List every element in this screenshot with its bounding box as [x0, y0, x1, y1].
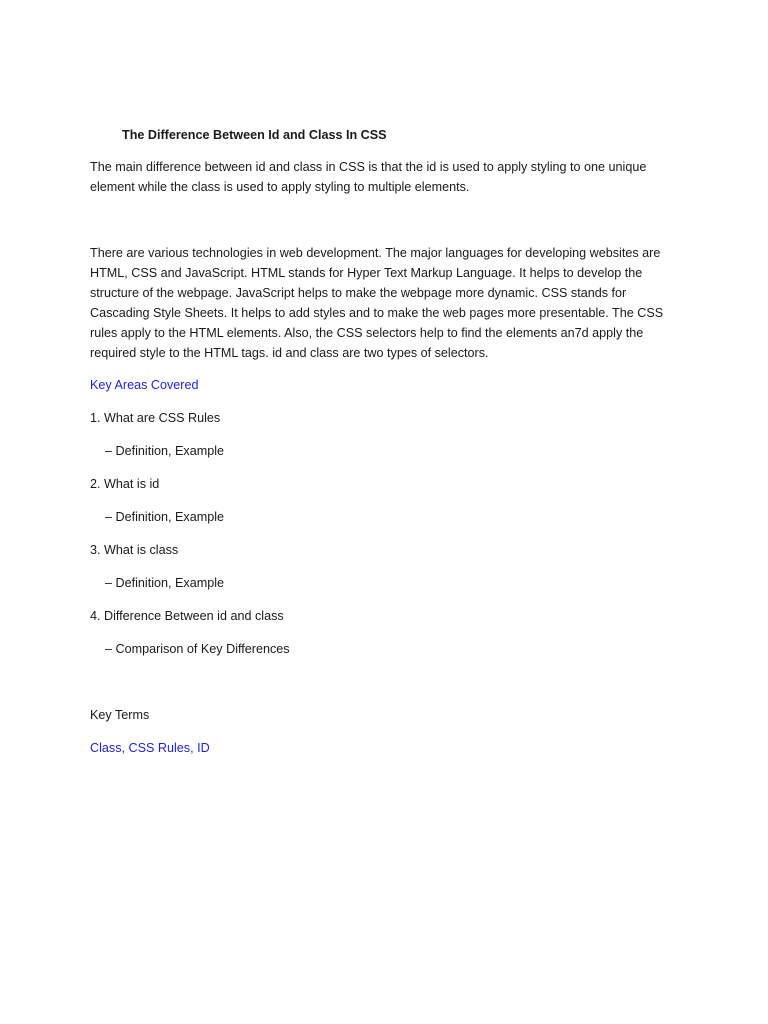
- key-area-subitem: – Definition, Example: [105, 576, 225, 590]
- key-area-subitem: – Comparison of Key Differences: [105, 642, 290, 656]
- key-areas-heading[interactable]: Key Areas Covered: [90, 378, 199, 392]
- body-paragraph: There are various technologies in web development. The major languages for developing websites are HTML, CSS and JavaScript. HTML stands for Hyper Text Markup Language. It helps to develop the structure of the webpage. JavaScript helps to make the webpage more dynamic. CSS stands for Cascading Style Sheets. It helps to add styles and to make the web pages more presentable. The CSS rules apply to the HTML elements. Also, the CSS selectors help to find the elements an7d apply the required style to the HTML tags. id and class are two types of selectors.: [90, 246, 664, 360]
- key-terms-label: Key Terms: [90, 708, 150, 722]
- intro-paragraph: The main difference between id and class in CSS is that the id is used to apply styling to one unique element while the class is used to apply styling to multiple elements.: [90, 160, 647, 194]
- key-area-item: 4. Difference Between id and class: [90, 609, 284, 623]
- key-area-item: 1. What are CSS Rules: [90, 411, 221, 425]
- key-terms-links[interactable]: Class, CSS Rules, ID: [90, 741, 210, 755]
- key-area-subitem: – Definition, Example: [105, 444, 225, 458]
- key-area-item: 3. What is class: [90, 543, 179, 557]
- key-area-item: 2. What is id: [90, 477, 160, 491]
- document-content: [90, 126, 670, 771]
- key-area-subitem: – Definition, Example: [105, 510, 225, 524]
- document-title: The Difference Between Id and Class In CSS: [122, 128, 387, 142]
